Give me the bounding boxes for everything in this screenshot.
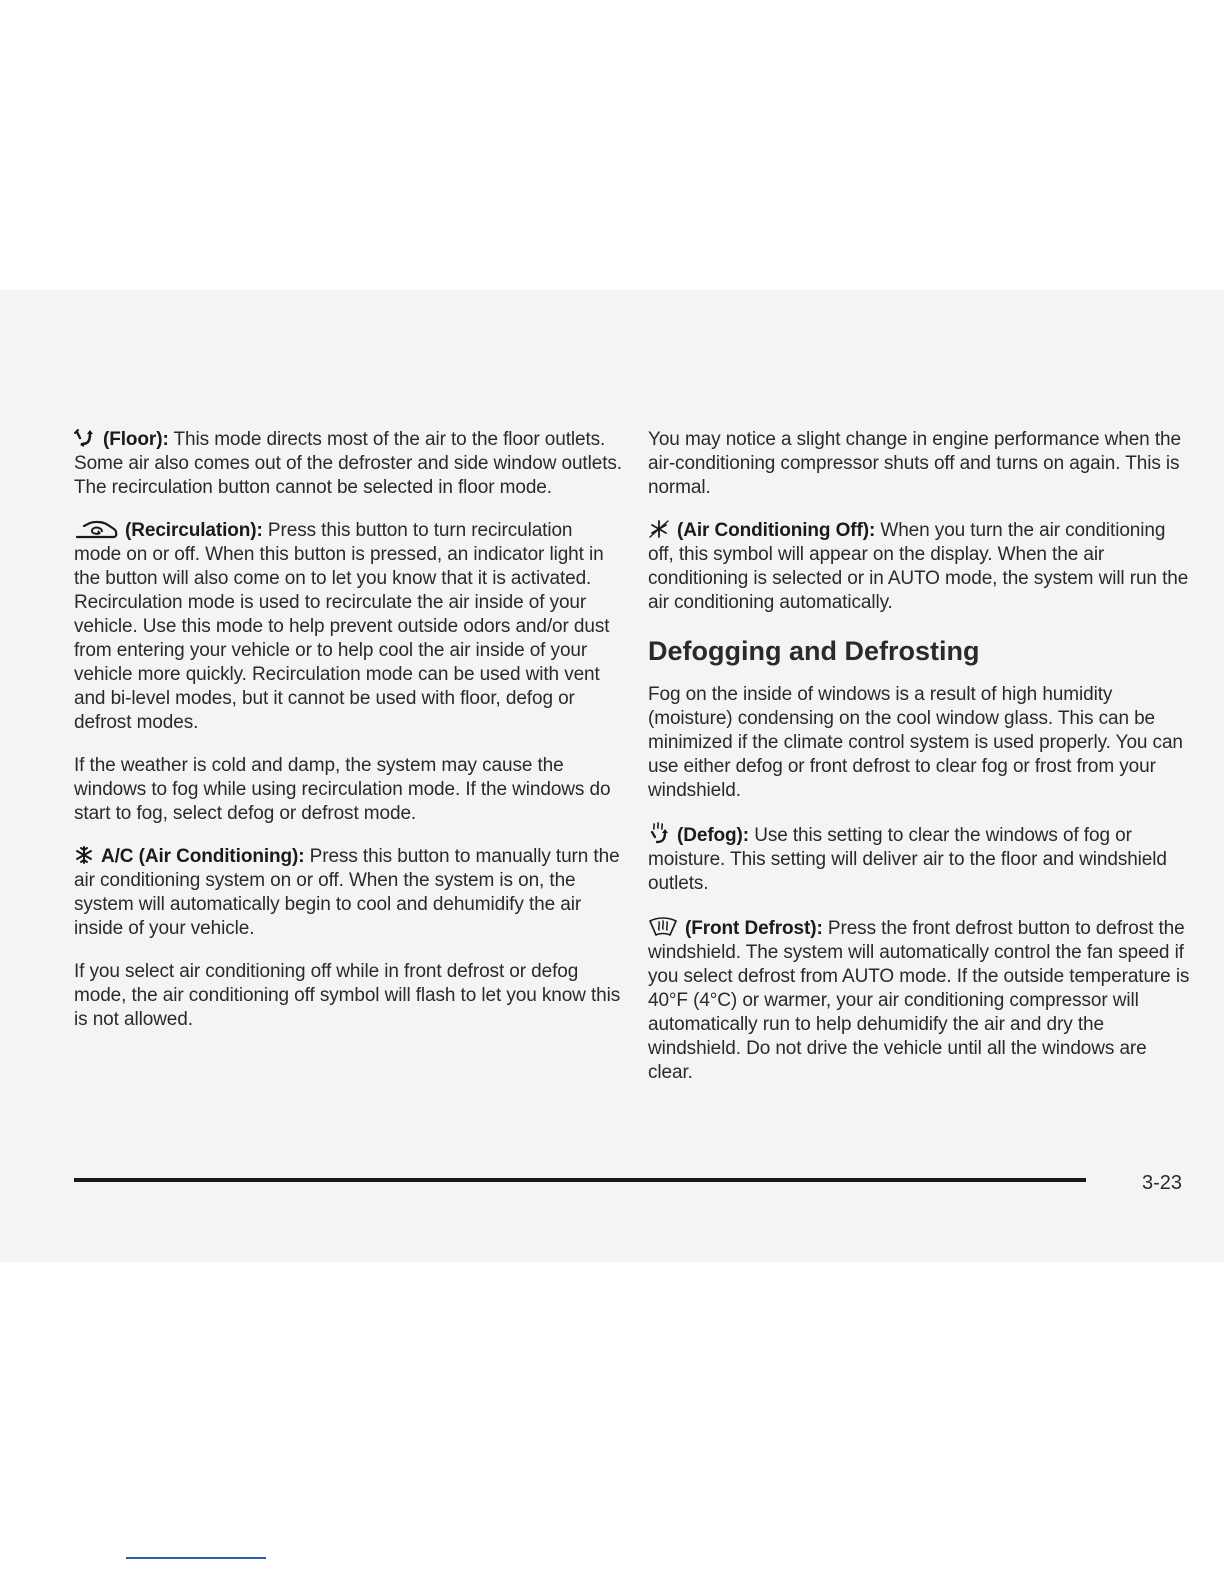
snowflake-off-icon [648, 519, 670, 539]
recirculation-text: Press this button to turn recirculation mode on or off. When this button is pressed, an indicator light in the button will also come on to let you know that it is activated. Recirculation mode is used to recirculate the air inside of your vehicle. Use this mode to help prevent outside odors and/or dust from entering your vehicle or to help cool the air inside of your vehicle more quickly. Recirculation mode can be used with vent and bi-level modes, but it cannot be used with floor, defog or defrost modes. [74, 520, 610, 733]
defog-paragraph [648, 822, 1194, 896]
floor-label: (Floor): [103, 429, 169, 450]
cold-damp-paragraph: If the weather is cold and damp, the system may cause the windows to fog while using recirculation mode. If the windows do start to fog, select defog or defrost mode. [74, 755, 611, 824]
ac-off-flash-paragraph: If you select air conditioning off while in front defrost or defog mode, the air conditioning off symbol will flash to let you know this is not allowed. [74, 961, 621, 1030]
ac-off-label: (Air Conditioning Off): [677, 520, 876, 541]
page-number: 3-23 [1142, 1172, 1183, 1194]
floor-text: This mode directs most of the air to the floor outlets. Some air also comes out of the defroster and side window outlets. The recirculation button cannot be selected in floor mode. [74, 429, 622, 498]
recirculation-icon [74, 519, 118, 539]
defog-icon [648, 822, 670, 844]
front-defrost-paragraph [648, 915, 1194, 1085]
ac-label: A/C (Air Conditioning): [101, 846, 305, 867]
front-defrost-label: (Front Defrost): [685, 918, 823, 939]
ac-off-paragraph [648, 519, 1194, 615]
ac-off-text: When you turn the air conditioning off, this symbol will appear on the display. When the air conditioning is selected or in AUTO mode, the system will run the air conditioning automatically. [648, 520, 1189, 613]
recirculation-paragraph [74, 519, 622, 735]
defog-text: Use this setting to clear the windows of fog or moisture. This setting will deliver air to the floor and windshield outlets. [648, 825, 1167, 894]
ac-paragraph [74, 845, 622, 941]
left-column [74, 428, 622, 1047]
defog-label: (Defog): [677, 825, 750, 846]
ac-text: Press this button to manually turn the air conditioning system on or off. When the system is on, the system will automatically begin to cool and dehumidify the air inside of your vehicle. [74, 846, 620, 939]
snowflake-icon [74, 845, 94, 865]
footer-rule [74, 1178, 1086, 1182]
recirculation-label: (Recirculation): [125, 520, 263, 541]
floor-vent-icon [74, 428, 96, 448]
bottom-link-underline [126, 1557, 266, 1559]
floor-paragraph [74, 428, 622, 500]
front-defrost-icon [648, 915, 678, 937]
fog-intro-paragraph: Fog on the inside of windows is a result of high humidity (moisture) condensing on the cool window glass. This can be minimized if the climate control system is used properly. You can use either defog or front defrost to clear fog or frost from your windshield. [648, 684, 1183, 801]
section-heading: Defogging and Defrosting [648, 636, 980, 666]
front-defrost-text: Press the front defrost button to defrost the windshield. The system will automatically control the fan speed if you select defrost from AUTO mode. If the outside temperature is 40°F (4°C) or warmer, your air conditioning compressor will automatically run to help dehumidify the air and dry the windshield. Do not drive the vehicle until all the windows are clear. [648, 918, 1190, 1083]
right-column [648, 428, 1194, 1100]
engine-note-paragraph: You may notice a slight change in engine performance when the air-conditioning compressor shuts off and turns on again. This is normal. [648, 429, 1181, 498]
